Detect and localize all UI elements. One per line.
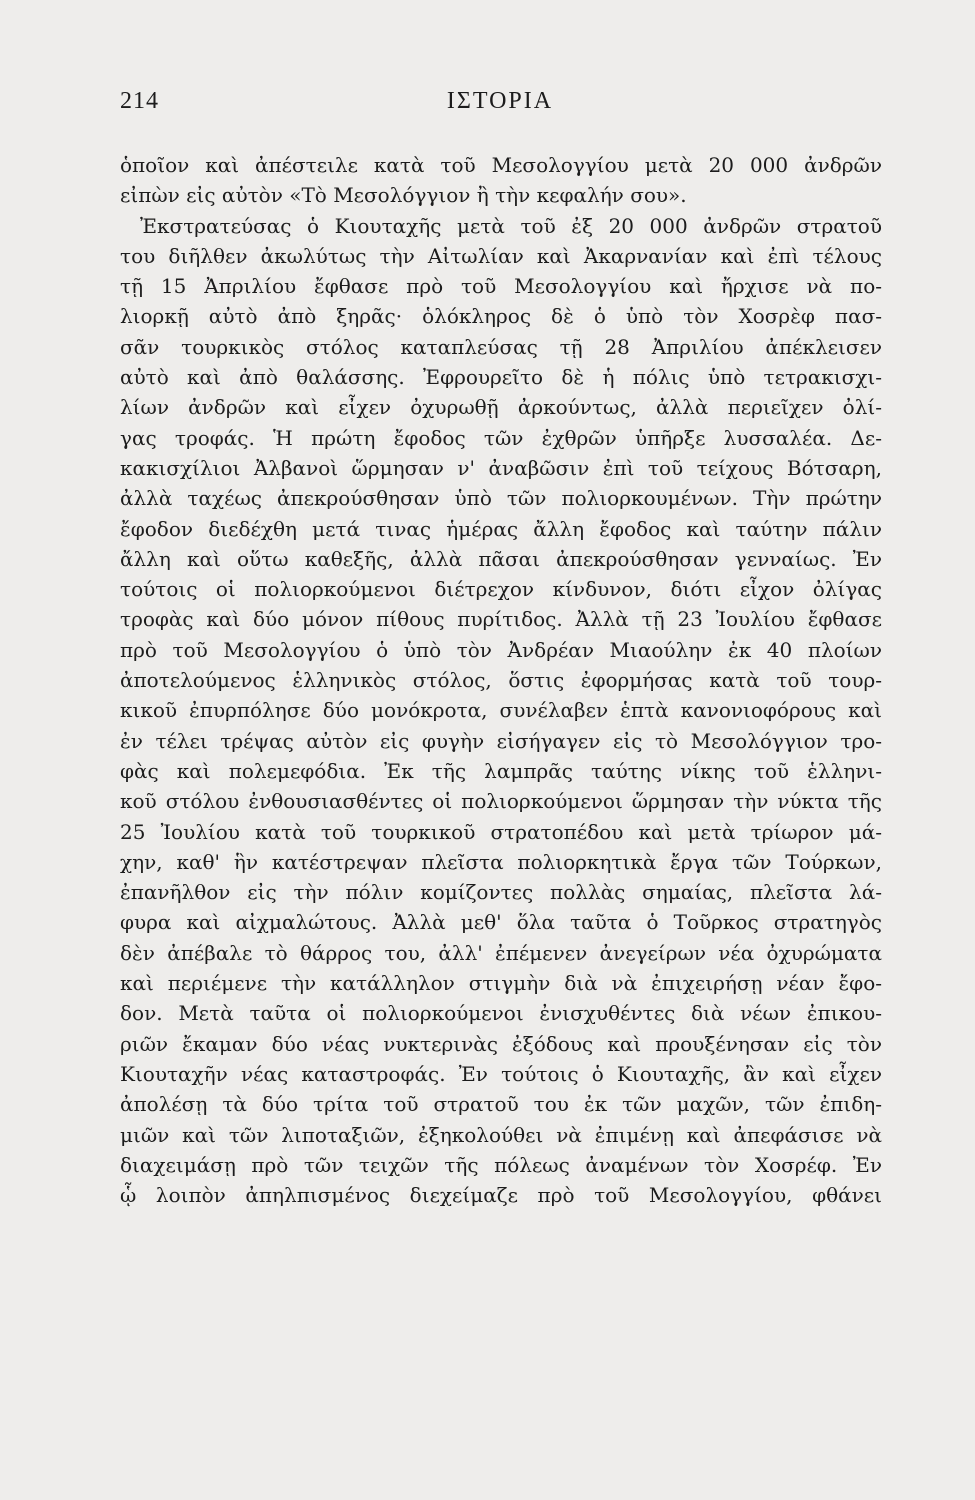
text-line: ἐν τέλει τρέψας αὐτὸν εἰς φυγὴν εἰσήγαγεν εἰς τὸ Μεσολόγγιον τρο- <box>120 728 882 753</box>
text-line: διαχειμάσῃ πρὸ τῶν τειχῶν τῆς πόλεως ἀναμένων τὸν Χοσρέφ. Ἐν <box>120 1152 882 1177</box>
text-line: μιῶν καὶ τῶν λιποταξιῶν, ἐξηκολούθει νὰ ἐπιμένῃ καὶ ἀπεφάσισε νὰ <box>120 1122 882 1147</box>
text-line: εἰπὼν εἰς αὐτὸν «Τὸ Μεσολόγγιον ἢ τὴν κεφαλήν σου». <box>120 183 687 208</box>
text-line: πρὸ τοῦ Μεσολογγίου ὁ ὑπὸ τὸν Ἀνδρέαν Μιαούλην ἐκ 40 πλοίων <box>120 637 882 662</box>
text-line: φυρα καὶ αἰχμαλώτους. Ἀλλὰ μεθ' ὅλα ταῦτα ὁ Τοῦρκος στρατηγὸς <box>120 910 882 935</box>
text-line: ριῶν ἔκαμαν δύο νέας νυκτερινὰς ἐξόδους καὶ προυξένησαν εἰς τὸν <box>120 1031 882 1056</box>
text-line: του διῆλθεν ἀκωλύτως τὴν Αἰτωλίαν καὶ Ἀκαρνανίαν καὶ ἐπὶ τέλους <box>120 243 882 268</box>
text-line: ἐπανῆλθον εἰς τὴν πόλιν κομίζοντες πολλὰς σημαίας, πλεῖστα λά- <box>120 880 882 905</box>
text-line: χην, καθ' ἣν κατέστρεψαν πλεῖστα πολιορκητικὰ ἔργα τῶν Τούρκων, <box>120 849 882 874</box>
text-line: σᾶν τουρκικὸς στόλος καταπλεύσας τῇ 28 Ἀπριλίου ἀπέκλεισεν <box>120 334 882 359</box>
text-line: τούτοις οἱ πολιορκούμενοι διέτρεχον κίνδυνον, διότι εἶχον ὀλίγας <box>120 577 882 602</box>
text-line: 25 Ἰουλίου κατὰ τοῦ τουρκικοῦ στρατοπέδου καὶ μετὰ τρίωρον μά- <box>120 819 882 844</box>
text-line: κικοῦ ἐπυρπόλησε δύο μονόκροτα, συνέλαβεν ἑπτὰ κανονιοφόρους καὶ <box>120 698 882 723</box>
body-text <box>120 150 882 1210</box>
text-line: ἀπολέσῃ τὰ δύο τρίτα τοῦ στρατοῦ του ἐκ τῶν μαχῶν, τῶν ἐπιδη- <box>120 1092 882 1117</box>
text-line: ἄλλη καὶ οὕτω καθεξῆς, ἀλλὰ πᾶσαι ἀπεκρούσθησαν γενναίως. Ἐν <box>120 546 882 571</box>
text-line: ἀποτελούμενος ἑλληνικὸς στόλος, ὅστις ἐφορμήσας κατὰ τοῦ τουρ- <box>120 668 882 693</box>
text-line: δον. Μετὰ ταῦτα οἱ πολιορκούμενοι ἐνισχυθέντες διὰ νέων ἐπικου- <box>120 1001 882 1026</box>
text-line: τῇ 15 Ἀπριλίου ἔφθασε πρὸ τοῦ Μεσολογγίου καὶ ἤρχισε νὰ πο- <box>120 274 882 299</box>
text-line: κακισχίλιοι Ἀλβανοὶ ὥρμησαν ν' ἀναβῶσιν ἐπὶ τοῦ τείχους Βότσαρη, <box>120 455 882 480</box>
text-line: ἔφοδον διεδέχθη μετά τινας ἡμέρας ἄλλη ἔφοδος καὶ ταύτην πάλιν <box>120 516 882 541</box>
text-line: Κιουταχῆν νέας καταστροφάς. Ἐν τούτοις ὁ Κιουταχῆς, ἂν καὶ εἶχεν <box>120 1061 882 1086</box>
text-line: ᾧ λοιπὸν ἀπηλπισμένος διεχείμαζε πρὸ τοῦ Μεσολογγίου, φθάνει <box>120 1183 882 1208</box>
text-line: λιορκῇ αὐτὸ ἀπὸ ξηρᾶς· ὁλόκληρος δὲ ὁ ὑπὸ τὸν Χοσρὲφ πασ- <box>120 304 882 329</box>
text-line: καὶ περιέμενε τὴν κατάλληλον στιγμὴν διὰ νὰ ἐπιχειρήσῃ νέαν ἔφο- <box>120 971 882 996</box>
text-line: ἀλλὰ ταχέως ἀπεκρούσθησαν ὑπὸ τῶν πολιορκουμένων. Τὴν πρώτην <box>120 486 882 511</box>
text-line: τροφὰς καὶ δύο μόνον πίθους πυρίτιδος. Ἀλλὰ τῇ 23 Ἰουλίου ἔφθασε <box>120 607 882 632</box>
text-line: γας τροφάς. Ἡ πρώτη ἔφοδος τῶν ἐχθρῶν ὑπῆρξε λυσσαλέα. Δε- <box>120 425 882 450</box>
text-line: κοῦ στόλου ἐνθουσιασθέντες οἱ πολιορκούμενοι ὥρμησαν τὴν νύκτα τῆς <box>120 789 882 814</box>
text-line: λίων ἀνδρῶν καὶ εἶχεν ὀχυρωθῇ ἀρκούντως, ἀλλὰ περιεῖχεν ὀλί- <box>120 395 882 420</box>
text-line: δὲν ἀπέβαλε τὸ θάρρος του, ἀλλ' ἐπέμενεν ἀνεγείρων νέα ὀχυρώματα <box>120 940 882 965</box>
text-line: Ἐκστρατεύσας ὁ Κιουταχῆς μετὰ τοῦ ἐξ 20 000 ἀνδρῶν στρατοῦ <box>140 213 882 238</box>
text-line: αὐτὸ καὶ ἀπὸ θαλάσσης. Ἐφρουρεῖτο δὲ ἡ πόλις ὑπὸ τετρακισχι- <box>120 365 882 390</box>
text-line: φὰς καὶ πολεμεφόδια. Ἐκ τῆς λαμπρᾶς ταύτης νίκης τοῦ ἑλληνι- <box>120 758 882 783</box>
running-title: ΙΣΤΟΡΙΑ <box>446 88 554 114</box>
page-header <box>120 88 880 128</box>
text-line: ὁποῖον καὶ ἀπέστειλε κατὰ τοῦ Μεσολογγίου μετὰ 20 000 ἀνδρῶν <box>120 153 882 177</box>
page-number: 214 <box>120 88 159 114</box>
